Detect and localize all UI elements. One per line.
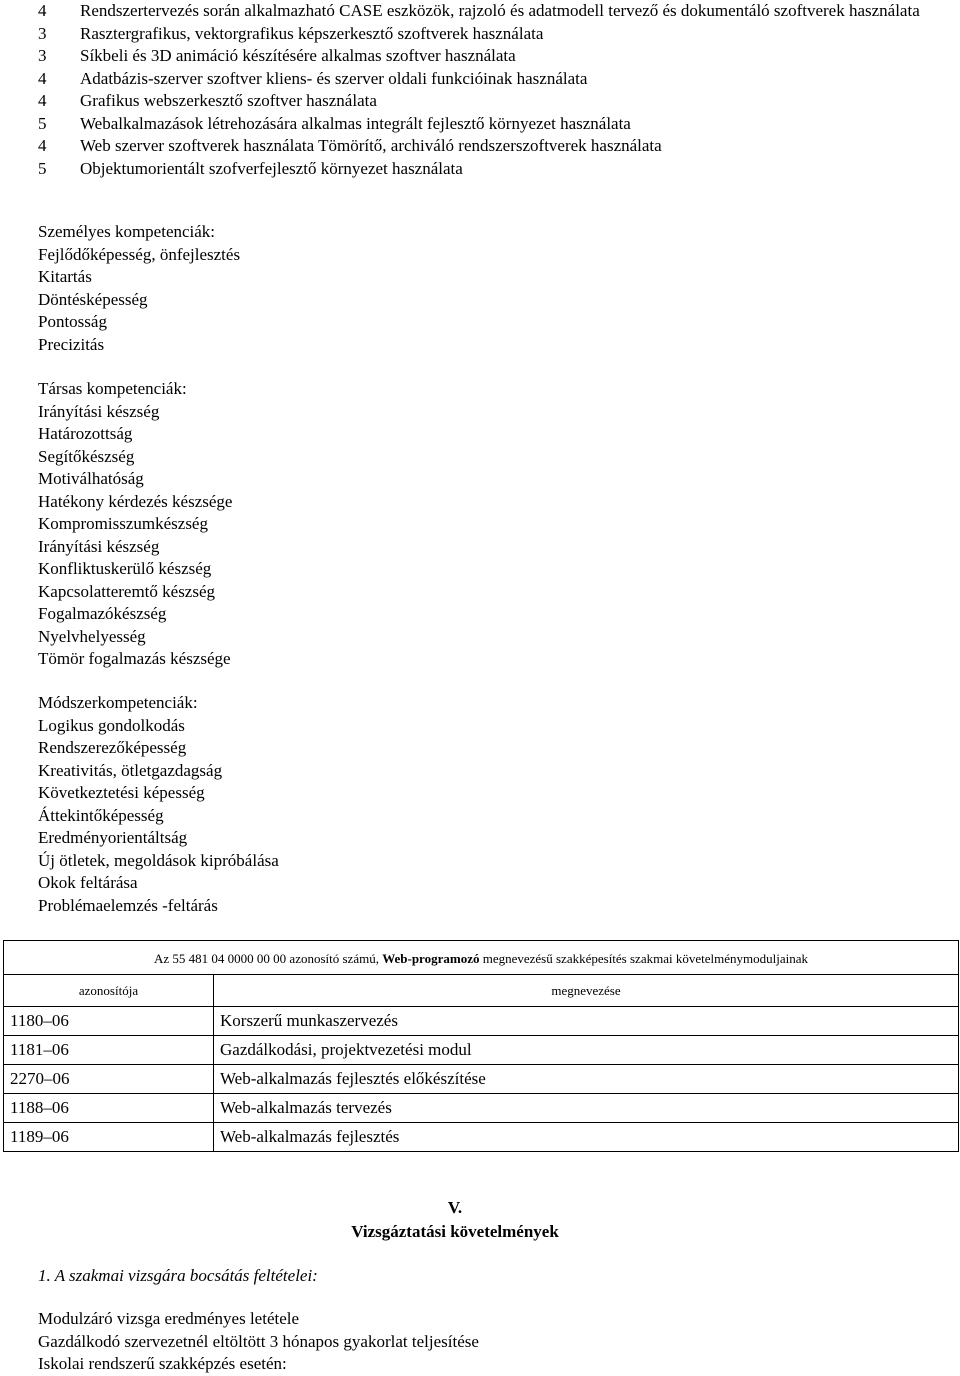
level-number: 3 [38,46,47,65]
level-number: 3 [38,23,47,43]
table-row [4,1094,959,1123]
list-item: Tömör fogalmazás készsége [38,649,231,668]
table-row [4,1007,959,1036]
list-item: Új ötletek, megoldások kipróbálása [38,850,279,870]
software-item [38,68,938,91]
module-id: 1188–06 [4,1094,214,1123]
list-item: Eredményorientáltság [38,828,188,847]
level-number: 4 [38,136,47,155]
table-row [4,1065,959,1094]
list-item: Precizitás [38,334,105,354]
software-item [38,23,938,46]
list-item: Döntésképesség [38,289,148,309]
software-text: Adatbázis-szerver szoftver kliens- és szerver oldali funkcióinak használata [80,68,588,88]
software-item [38,45,938,68]
list-item: Segítőkészség [38,446,135,466]
section-title: Vizsgáztatási követelmények [351,1222,559,1241]
caption-text: megnevezésű szakképesítés szakmai követelménymoduljainak [479,950,808,966]
caption-qualification: Web-programozó [382,950,480,966]
level-number: 4 [38,91,47,110]
software-level-list [38,0,938,180]
software-item [38,0,938,23]
list-item: Áttekintőképesség [38,805,164,825]
list-item: Kitartás [38,267,92,286]
software-text: Rendszertervezés során alkalmazható CASE eszközök, rajzoló és adatmodell tervező és dokumentáló szoftverek használata [80,1,920,20]
section-heading: Módszerkompetenciák: [38,693,198,712]
software-text: Síkbeli és 3D animáció készítésére alkalmas szoftver használata [80,46,516,65]
module-id: 1181–06 [4,1036,214,1065]
software-text: Webalkalmazások létrehozására alkalmas integrált fejlesztő környezet használata [80,113,631,133]
list-item: Kapcsolatteremtő készség [38,581,216,601]
software-text: Rasztergrafikus, vektorgrafikus képszerkesztő szoftverek használata [80,23,544,43]
list-item: Fogalmazókészség [38,604,167,623]
list-item: Rendszerezőképesség [38,738,187,757]
column-header-name: megnevezése [214,975,959,1007]
list-item: Kreativitás, ötletgazdagság [38,760,223,780]
software-item [38,90,938,113]
list-item: Modulzáró vizsga eredményes letétele [38,1309,300,1328]
module-id: 1189–06 [4,1123,214,1152]
section-number: V. [447,1198,463,1217]
list-item: Fejlődőképesség, önfejlesztés [38,244,241,264]
list-item: Kompromisszumkészség [38,514,208,533]
software-text: Objektumorientált szofverfejlesztő környezet használata [80,158,463,178]
list-item: Irányítási készség [38,536,160,556]
software-item [38,113,938,136]
list-item: Pontosság [38,312,107,331]
list-item: Következtetési képesség [38,783,205,802]
modules-table [3,940,959,1152]
software-item [38,135,938,158]
level-number: 5 [38,113,47,133]
list-item: Gazdálkodó szervezetnél eltöltött 3 hónapos gyakorlat teljesítése [38,1331,479,1351]
list-item: Iskolai rendszerű szakképzés esetén: [38,1354,287,1373]
level-number: 4 [38,1,47,20]
list-item: Határozottság [38,424,133,443]
list-item: Logikus gondolkodás [38,715,185,735]
section-heading: Társas kompetenciák: [38,379,187,398]
module-name: Web-alkalmazás fejlesztés [214,1123,959,1152]
software-text: Grafikus webszerkesztő szoftver használata [80,91,377,110]
module-name: Web-alkalmazás tervezés [214,1094,959,1123]
exam-conditions [38,1308,479,1376]
module-name: Web-alkalmazás fejlesztés előkészítése [214,1065,959,1094]
module-name: Gazdálkodási, projektvezetési modul [214,1036,959,1065]
social-competencies [38,378,232,671]
list-item: Problémaelemzés -feltárás [38,895,218,915]
table-row [4,1123,959,1152]
personal-competencies [38,221,240,356]
caption-text: Az 55 481 04 0000 00 00 azonosító számú, [154,950,383,966]
module-id: 1180–06 [4,1007,214,1036]
software-text: Web szerver szoftverek használata Tömörítő, archiváló rendszerszoftverek használata [80,136,662,155]
table-row [4,1036,959,1065]
table-caption [4,941,959,975]
software-item [38,158,938,181]
list-item: Motiválhatóság [38,469,144,488]
level-number: 4 [38,68,47,88]
list-item: Konfliktuskerülő készség [38,559,212,578]
level-number: 5 [38,158,47,178]
module-name: Korszerű munkaszervezés [214,1007,959,1036]
section-heading: Személyes kompetenciák: [38,222,216,241]
column-header-id: azonosítója [4,975,214,1007]
exam-subheading: 1. A szakmai vizsgára bocsátás feltételei: [38,1266,318,1285]
module-id: 2270–06 [4,1065,214,1094]
list-item: Hatékony kérdezés készsége [38,491,233,511]
method-competencies [38,692,279,917]
list-item: Okok feltárása [38,873,138,892]
list-item: Nyelvhelyesség [38,626,146,646]
list-item: Irányítási készség [38,401,160,421]
